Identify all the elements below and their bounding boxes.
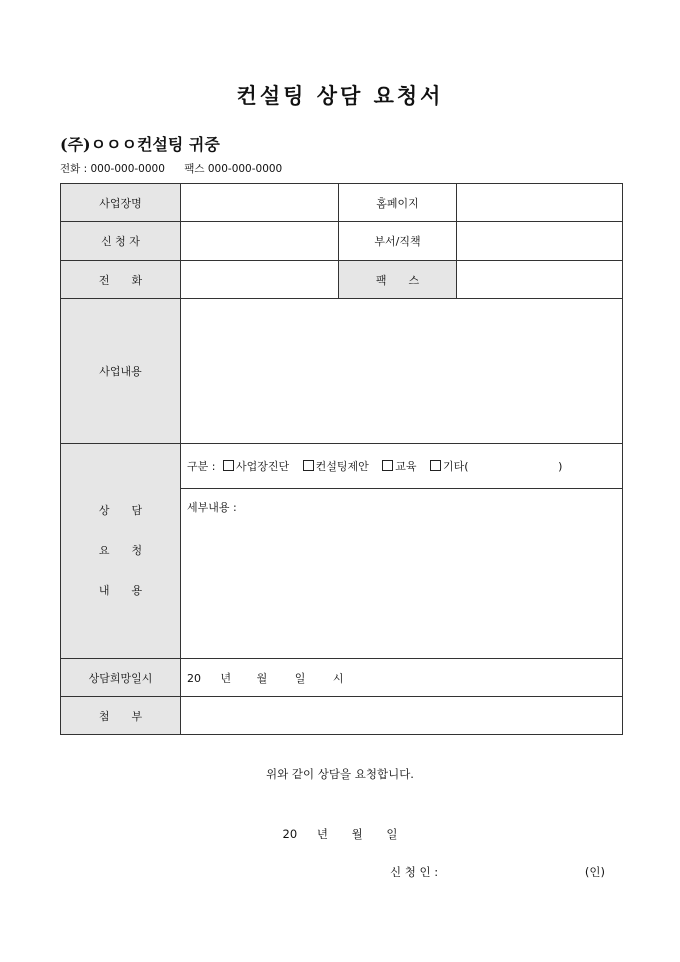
category-proposal[interactable]: 컨설팅제안 <box>303 460 369 473</box>
seal-mark: (인) <box>584 865 605 879</box>
request-statement: 위와 같이 상담을 요청합니다. <box>266 767 414 781</box>
category-label: 구분 : <box>187 460 216 473</box>
fax-label: 팩 스 <box>339 261 457 299</box>
applicant-signature-line <box>390 864 610 880</box>
checkbox-icon[interactable] <box>303 460 314 471</box>
footer-date-year: 20 <box>282 827 298 841</box>
request-form-table <box>60 183 623 735</box>
applicant-label: 신 청 자 <box>61 222 181 261</box>
contact-phone: 전화 : 000-000-0000 <box>60 163 165 175</box>
contact-fax: 팩스 000-000-0000 <box>184 163 283 175</box>
department-label: 부서/직책 <box>339 222 457 261</box>
desired-date-year-unit: 년 <box>220 671 232 685</box>
contact-line <box>60 161 282 176</box>
recipient-heading: (주)ㅇㅇㅇ컨설팅 귀중 <box>60 135 220 154</box>
desired-date-label: 상담희망일시 <box>61 659 181 697</box>
business-desc-field[interactable] <box>181 299 623 444</box>
document-title: 컨설팅 상담 요청서 <box>236 83 444 108</box>
fax-field[interactable] <box>457 261 623 299</box>
footer-date <box>0 826 680 842</box>
attachment-field[interactable] <box>181 697 623 735</box>
attachment-label: 첨 부 <box>61 697 181 735</box>
phone-label: 전 화 <box>61 261 181 299</box>
business-name-label: 사업장명 <box>61 184 181 222</box>
desired-date-year: 20 <box>187 671 201 685</box>
checkbox-icon[interactable] <box>382 460 393 471</box>
business-desc-label: 사업내용 <box>61 299 181 444</box>
detail-field[interactable] <box>181 489 623 659</box>
checkbox-icon[interactable] <box>223 460 234 471</box>
business-name-field[interactable] <box>181 184 339 222</box>
homepage-field[interactable] <box>457 184 623 222</box>
request-content-label <box>61 444 181 659</box>
desired-date-hour-unit: 시 <box>332 671 344 685</box>
category-row <box>181 444 623 489</box>
request-label-line-1: 상 담 <box>98 504 143 517</box>
desired-date-day-unit: 일 <box>294 671 306 685</box>
category-close-paren: ) <box>558 460 563 473</box>
phone-field[interactable] <box>181 261 339 299</box>
request-label-line-2: 요 청 <box>98 544 143 557</box>
footer-date-month-unit: 월 <box>351 827 363 841</box>
category-other[interactable]: 기타( <box>430 460 469 473</box>
footer-date-year-unit: 년 <box>316 827 328 841</box>
detail-label: 세부내용 : <box>187 501 237 514</box>
applicant-signature-label: 신 청 인 : <box>390 865 439 879</box>
footer-date-day-unit: 일 <box>386 827 398 841</box>
department-field[interactable] <box>457 222 623 261</box>
desired-date-field[interactable] <box>181 659 623 697</box>
applicant-field[interactable] <box>181 222 339 261</box>
homepage-label: 홈페이지 <box>339 184 457 222</box>
desired-date-month-unit: 월 <box>256 671 268 685</box>
request-label-line-3: 내 용 <box>98 584 143 597</box>
category-education[interactable]: 교육 <box>382 460 416 473</box>
checkbox-icon[interactable] <box>430 460 441 471</box>
category-diagnosis[interactable]: 사업장진단 <box>223 460 289 473</box>
